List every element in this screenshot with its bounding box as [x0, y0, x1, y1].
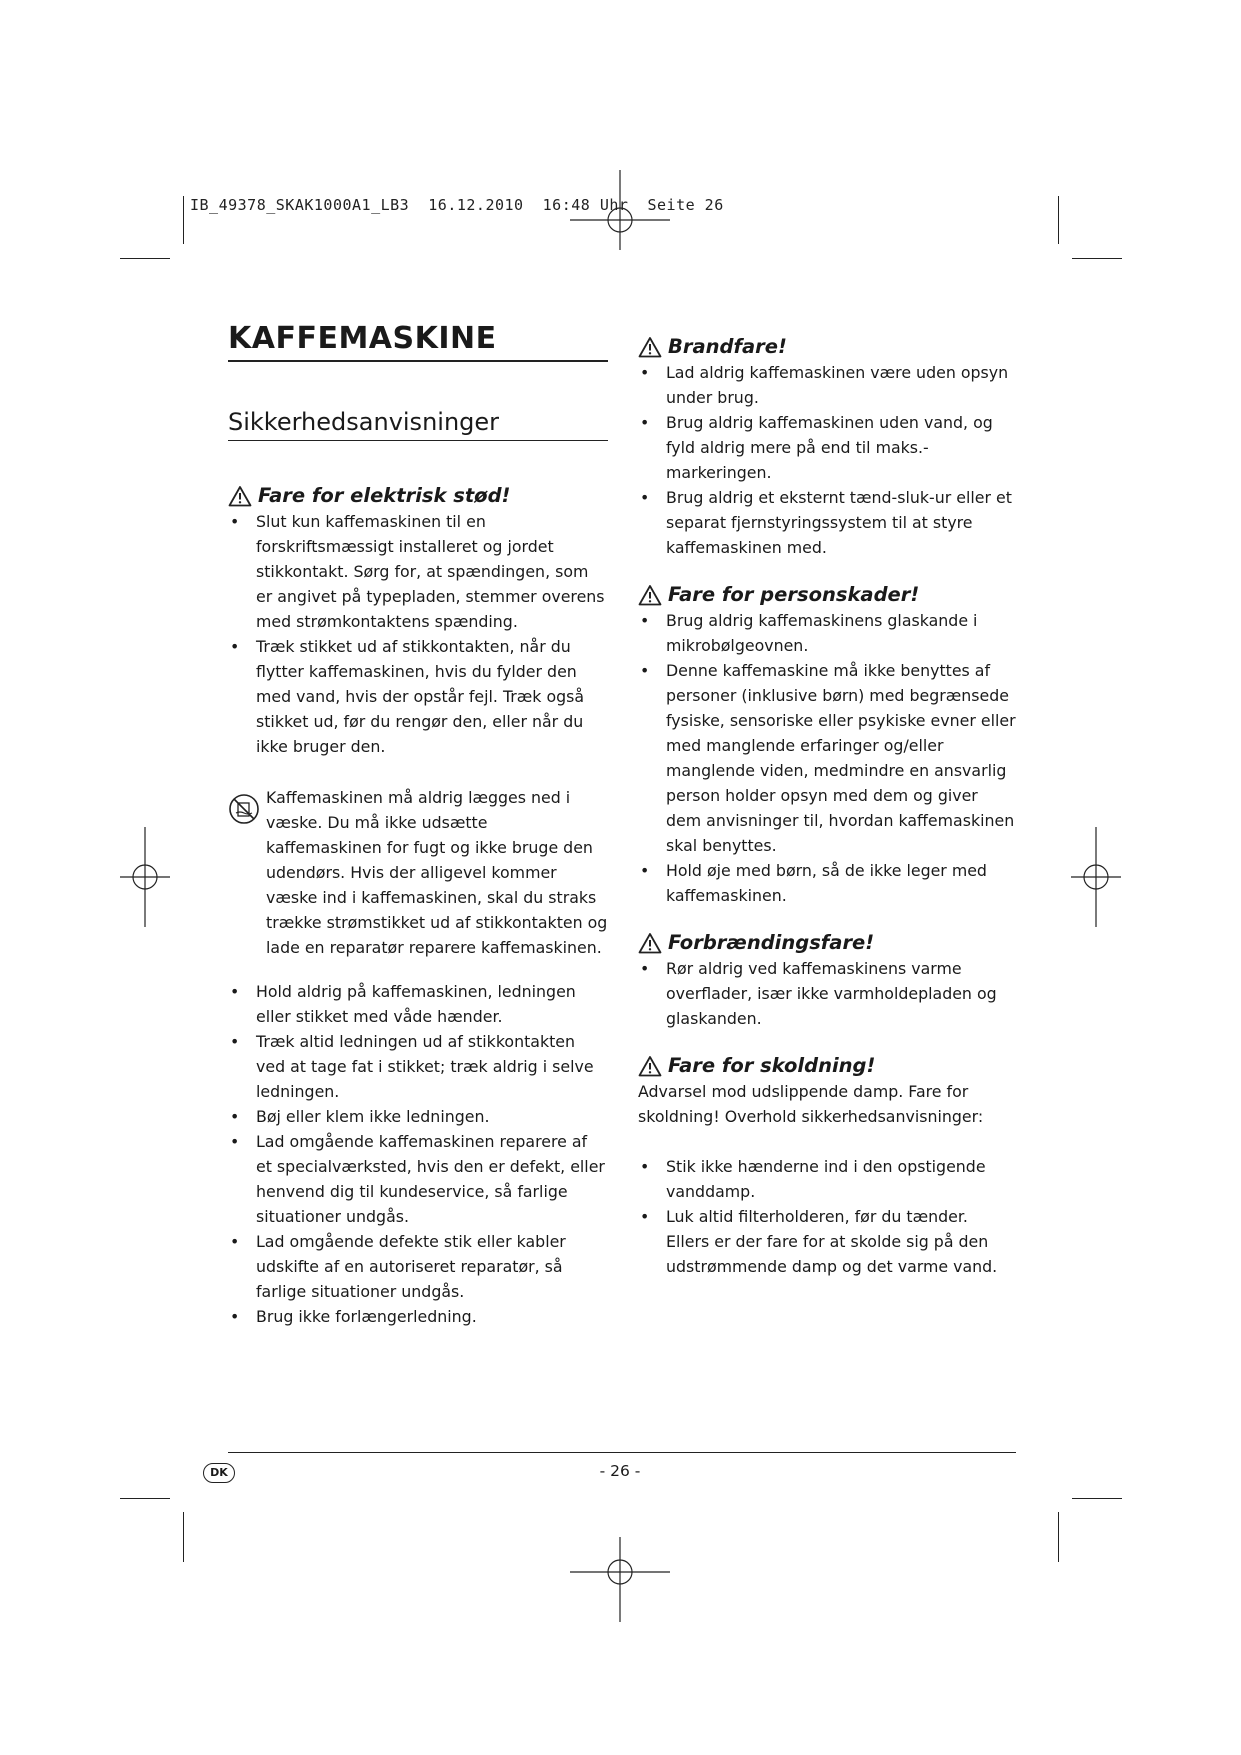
- list-item: • Stik ikke hænderne ind i den opstigende vanddamp.: [638, 1154, 1016, 1204]
- list-item: • Denne kaffemaskine må ikke benyttes af personer (inklusive børn) med begrænsede fysiske, sensoriske eller psykiske evner eller med manglende erfaringer og/eller manglende viden, medmindre en ansvarlig person holder opsyn med dem og giver dem anvisninger til, hvordan kaffemaskinen skal benyttes.: [638, 658, 1016, 858]
- list-item: • Slut kun kaffemaskinen til en forskriftsmæssigt installeret og jordet stikkontakt. Sørg for, at spændingen, som er angivet på typepladen, stemmer overens med strømkontaktens spænding.: [228, 509, 608, 634]
- electric-list: [228, 509, 608, 759]
- scald-list: [638, 1154, 1016, 1279]
- section-title: Sikkerhedsanvisninger: [228, 406, 608, 441]
- page-number: - 26 -: [599, 1462, 641, 1480]
- language-badge: DK: [203, 1463, 235, 1483]
- list-item: • Hold aldrig på kaffemaskinen, ledningen eller stikket med våde hænder.: [228, 979, 608, 1029]
- list-item: • Brug aldrig kaffemaskinens glaskande i mikrobølgeovnen.: [638, 608, 1016, 658]
- crop-mark: [1072, 1498, 1122, 1499]
- warning-triangle-icon: [228, 485, 252, 507]
- page-title: KAFFEMASKINE: [228, 320, 608, 362]
- notice-text: Kaffemaskinen må aldrig lægges ned i væske. Du må ikke udsætte kaffemaskinen for fugt og ikke bruge den udendørs. Hvis der alligevel kommer væske ind i kaffemaskinen, skal du straks trække strømstikket ud af stikkontakten og lade en reparatør reparere kaffemaskinen.: [266, 788, 608, 957]
- cord-safety-list: [228, 979, 608, 1329]
- list-item: • Brug aldrig et eksternt tænd-sluk-ur eller et separat fjernstyringssystem til at styre kaffemaskinen med.: [638, 485, 1016, 560]
- registration-mark-top: [570, 170, 670, 270]
- warning-heading-injury: [638, 582, 1016, 608]
- list-item: • Hold øje med børn, så de ikke leger med kaffemaskinen.: [638, 858, 1016, 908]
- warning-heading-text: Fare for elektrisk stød!: [258, 484, 511, 507]
- list-item: • Træk altid ledningen ud af stikkontakten ved at tage fat i stikket; træk aldrig i selve ledningen.: [228, 1029, 608, 1104]
- right-column: [638, 334, 1016, 1279]
- fire-list: [638, 360, 1016, 560]
- crop-mark: [1058, 196, 1059, 244]
- scald-intro: Advarsel mod udslippende damp. Fare for skoldning! Overhold sikkerhedsanvisninger:: [638, 1082, 984, 1126]
- list-item: • Rør aldrig ved kaffemaskinens varme overflader, især ikke varmholdepladen og glaskanden.: [638, 956, 1016, 1031]
- crop-mark: [183, 196, 184, 244]
- warning-heading-text: Fare for personskader!: [668, 583, 920, 606]
- warning-heading-text: Forbrændingsfare!: [668, 931, 875, 954]
- no-immersion-notice: [228, 785, 608, 960]
- registration-mark-bottom: [570, 1522, 670, 1622]
- warning-heading-fire: [638, 334, 1016, 360]
- crop-mark: [183, 1512, 184, 1562]
- warning-heading-scald: [638, 1053, 1016, 1079]
- list-item: • Træk stikket ud af stikkontakten, når du flytter kaffemaskinen, hvis du fylder den med vand, hvis der opstår fejl. Træk også stikket ud, før du rengør den, eller når du ikke bruger den.: [228, 634, 608, 759]
- footer-rule: [228, 1452, 1016, 1453]
- left-column: [228, 320, 608, 1329]
- no-immersion-icon: [228, 793, 260, 825]
- registration-mark-left: [95, 827, 195, 927]
- crop-mark: [120, 1498, 170, 1499]
- list-item: • Lad omgående defekte stik eller kabler udskifte af en autoriseret reparatør, så farlige situationer undgås.: [228, 1229, 608, 1304]
- list-item: • Bøj eller klem ikke ledningen.: [228, 1104, 608, 1129]
- warning-heading-electric: [228, 483, 608, 509]
- injury-list: [638, 608, 1016, 908]
- warning-triangle-icon: [638, 584, 662, 606]
- crop-mark: [120, 258, 170, 259]
- warning-triangle-icon: [638, 336, 662, 358]
- list-item: • Brug ikke forlængerledning.: [228, 1304, 608, 1329]
- registration-mark-right: [1046, 827, 1146, 927]
- print-header: IB_49378_SKAK1000A1_LB3 16.12.2010 16:48 Uhr Seite 26: [190, 196, 724, 214]
- list-item: • Brug aldrig kaffemaskinen uden vand, og fyld aldrig mere på end til maks.-markeringen.: [638, 410, 1016, 485]
- warning-heading-text: Fare for skoldning!: [668, 1054, 876, 1077]
- warning-heading-burn: [638, 930, 1016, 956]
- crop-mark: [1072, 258, 1122, 259]
- burn-list: [638, 956, 1016, 1031]
- list-item: • Luk altid filterholderen, før du tænder. Ellers er der fare for at skolde sig på den udstrømmende damp og det varme vand.: [638, 1204, 1016, 1279]
- warning-triangle-icon: [638, 1055, 662, 1077]
- list-item: • Lad aldrig kaffemaskinen være uden opsyn under brug.: [638, 360, 1016, 410]
- warning-heading-text: Brandfare!: [668, 335, 787, 358]
- crop-mark: [1058, 1512, 1059, 1562]
- list-item: • Lad omgående kaffemaskinen reparere af et specialværksted, hvis den er defekt, eller henvend dig til kundeservice, så farlige situationer undgås.: [228, 1129, 608, 1229]
- warning-triangle-icon: [638, 932, 662, 954]
